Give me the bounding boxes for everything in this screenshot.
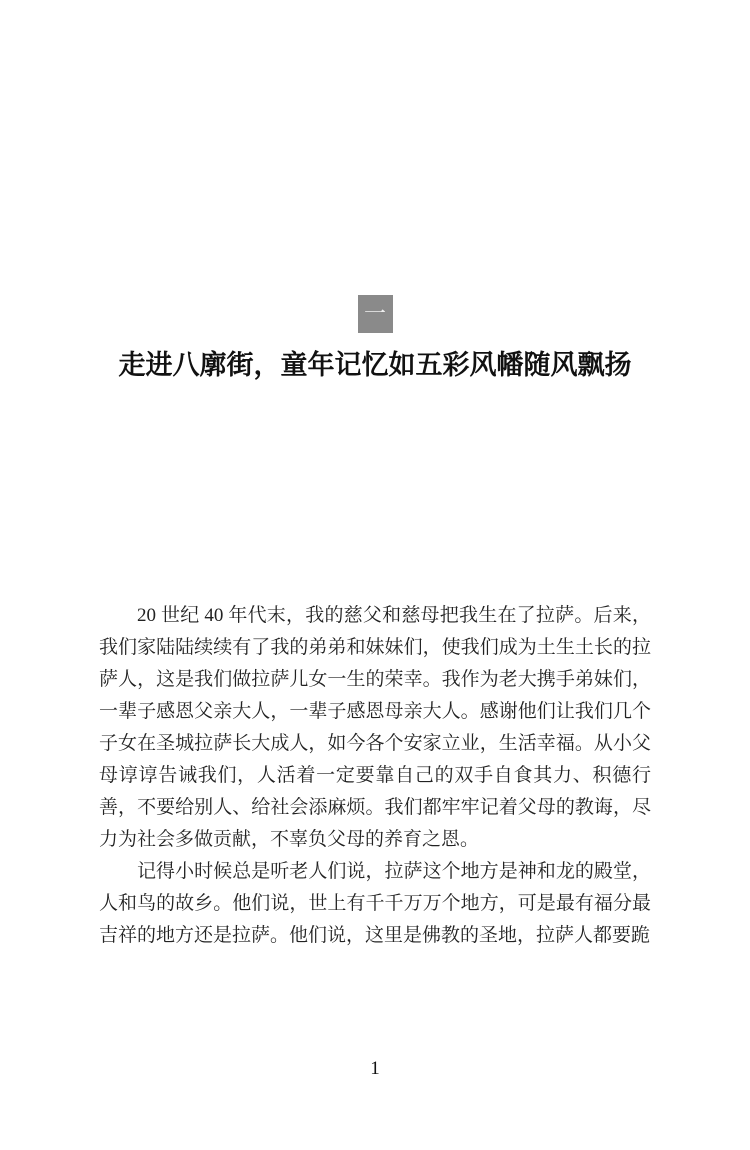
page-number: 1 [370, 1058, 380, 1079]
chapter-title: 走进八廓街，童年记忆如五彩风幡随风飘扬 [118, 350, 632, 380]
paragraph-1: 20 世纪 40 年代末，我的慈父和慈母把我生在了拉萨。后来，我们家陆陆续续有了我的弟弟和妹妹们，使我们成为土生土长的拉萨人，这是我们做拉萨儿女一生的荣幸。我作为老大携手弟妹们，一辈子感恩父亲大人，一辈子感恩母亲大人。感谢他们让我们几个子女在圣城拉萨长大成人，如今各个安家立业，生活幸福。从小父母谆谆告诫我们，人活着一定要靠自己的双手自食其力、积德行善，不要给别人、给社会添麻烦。我们都牢牢记着父母的教诲，尽力为社会多做贡献，不辜负父母的养育之恩。 [99, 605, 651, 850]
chapter-number-box [358, 295, 393, 333]
body-text-block [99, 600, 651, 952]
paragraph-2: 记得小时候总是听老人们说，拉萨这个地方是神和龙的殿堂，人和鸟的故乡。他们说，世上有千千万万个地方，可是最有福分最吉祥的地方还是拉萨。他们说，这里是佛教的圣地，拉萨人都要跪 [99, 861, 651, 946]
chapter-number-label: 一 [363, 301, 386, 326]
